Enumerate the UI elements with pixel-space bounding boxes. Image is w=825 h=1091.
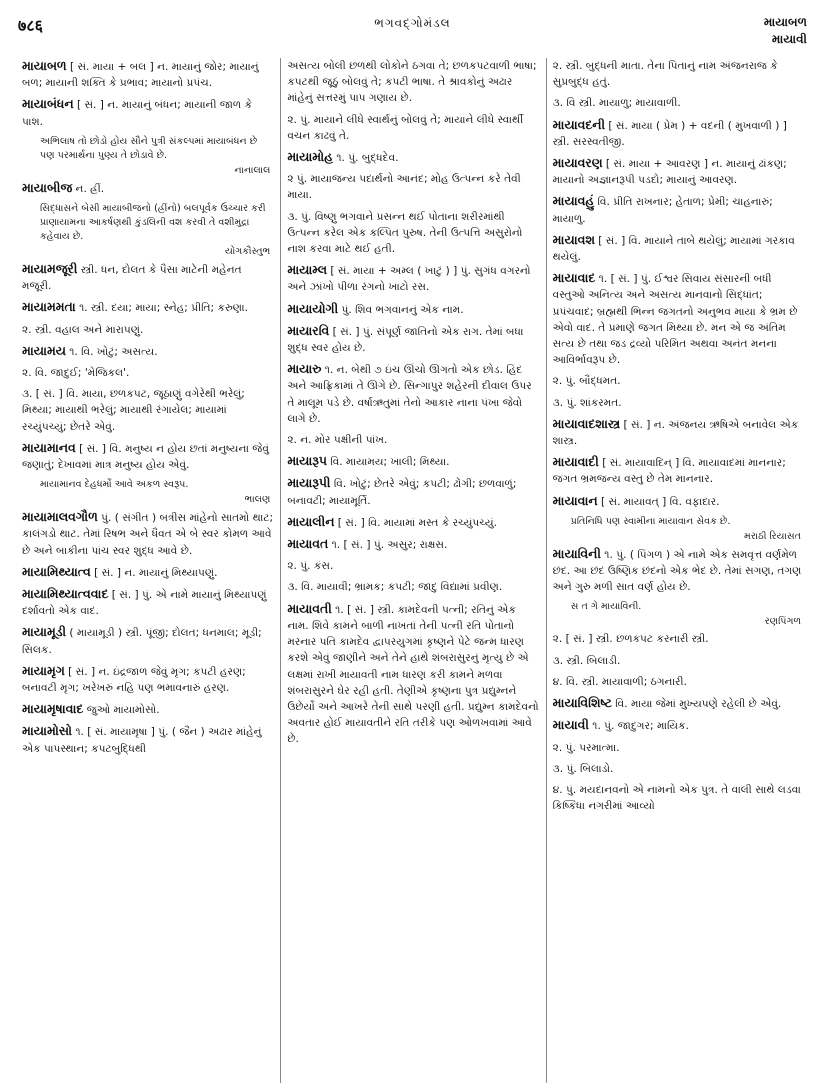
entry-definition: ૨. પું. પરમાત્મા. bbox=[552, 741, 620, 754]
column-2 bbox=[280, 58, 545, 1083]
entry-definition: [ સં. ] ન. માયાનું બંધન; માયાની જાળ કે પાશ. bbox=[22, 99, 253, 128]
entry-definition: પું. શિવ ભગવાનનું એક નામ. bbox=[338, 303, 464, 316]
entry-definition: ૧. વિ. ખોટું; અસત્ય. bbox=[65, 345, 158, 358]
entry-definition: વિ. ખોટું; છેતરે એવું; કપટી; ઢોંગી; છળવાળું; બનાવટી; માયામૂર્તિ. bbox=[287, 478, 517, 507]
entry-headword: માયાબંધન bbox=[22, 96, 74, 112]
entry-definition: [ સં. માયા + આવરણ ] ન. માયાનું ઢાંકણ; માયાનો અજ્ઞાનરૂપી પડદો; માયાનું આવરણ. bbox=[552, 158, 787, 187]
dictionary-entry bbox=[22, 299, 274, 316]
entry-headword: માયામૃષાવાદ bbox=[22, 701, 84, 717]
entry-headword: માયાવાન bbox=[552, 492, 598, 508]
entry-definition: ૩. પું. બિલાડો. bbox=[552, 762, 614, 775]
entry-definition: [ સં. માયાવાદિન્ ] વિ. માયાવાદમાં માનનાર; જગત ભ્રમજન્ય વસ્તુ છે તેમ માનનાર. bbox=[552, 457, 786, 486]
entry-definition: વિ. માયામય; ખાલી; મિથ્યા. bbox=[326, 456, 450, 469]
entry-definition: જુઓ માયામોસો. bbox=[83, 704, 160, 717]
dictionary-entry bbox=[553, 95, 805, 111]
entry-definition: [ સં. ] પું. સંપૂર્ણ જાતિનો એક રાગ. તેમાં બધા શુદ્ધ સ્વર હોય છે. bbox=[287, 325, 524, 355]
entry-headword: માયામ્લ bbox=[287, 262, 327, 278]
dictionary-entry bbox=[287, 301, 539, 318]
entry-definition: ૨. પું. બૌદ્ધમત. bbox=[552, 375, 621, 388]
entry-definition: સ્ત્રી. ધન, દોલત કે પૈસા માટેની મહેનત મજૂરી. bbox=[22, 264, 242, 293]
entry-headword: માયારૂપ bbox=[287, 453, 327, 469]
entry-definition: [ સં. માયા + બલ ] ન. માયાનું જોર; માયાનું બળ; માયાની શક્તિ કે પ્રભાવ; માયાનો પ્રપંચ. bbox=[22, 61, 259, 90]
dictionary-entry bbox=[553, 232, 805, 265]
entry-headword: માયાવદની bbox=[552, 116, 606, 132]
dictionary-entry bbox=[22, 564, 274, 581]
entry-definition: ૧. [ સં. માયામૃષા ] પું. ( જૈન ) અઢાર માંહેનું એક પાપસ્થાન; કપટબુદ્ધિથી bbox=[22, 726, 262, 755]
dictionary-entry bbox=[22, 96, 274, 129]
entry-definition: ( માયામૂડી ) સ્ત્રી. પૂંજી; દોલત; ધનમાલ; મૂડી; સિલક. bbox=[22, 627, 262, 656]
dictionary-entry bbox=[287, 601, 539, 748]
dictionary-entry bbox=[553, 493, 805, 510]
entry-definition: વિ. માયા જેમાં મુખ્યપણે રહેલી છે એવું. bbox=[611, 698, 782, 711]
entry-definition: ન. હ્રીં. bbox=[72, 182, 105, 195]
entry-headword: માયાવાદ bbox=[552, 270, 596, 286]
citation-source: રણપિંગળ bbox=[764, 616, 801, 628]
citation-quote: અભિલાષ તો છોડો હોય સૌને પુત્રી સંકલ્પમાં માયાબંધન છે પણ પરમાર્થના પુણ્ય તે છોડાવે છે. bbox=[40, 135, 258, 161]
entry-definition: ૨. સ્ત્રી. વહાલ અને મારાપણું. bbox=[22, 323, 144, 336]
dictionary-entry bbox=[22, 386, 274, 435]
page-title: ભગવદ્ગોમંડલ bbox=[374, 16, 451, 30]
entry-headword: માયાલીન bbox=[287, 513, 335, 529]
citation-quote: સ ત ગે માયાવિની. bbox=[570, 601, 642, 613]
dictionary-entry bbox=[22, 58, 274, 91]
entry-definition: ૩. વિ. માયાવી; ભ્રામક; કપટી; જાદુ વિદ્યામાં પ્રવીણ. bbox=[287, 581, 503, 594]
entry-headword: માયાવહું bbox=[552, 193, 595, 209]
dictionary-entry bbox=[553, 674, 805, 690]
page-header bbox=[0, 0, 825, 58]
entry-headword: માયામમતા bbox=[22, 299, 76, 315]
page-number: ७८६ bbox=[18, 16, 43, 35]
entry-definition: ૧. સ્ત્રી. દયા; માયા; સ્નેહ; પ્રીતિ; કરુણા. bbox=[75, 302, 248, 315]
entry-definition: ૨. પું. કંસ. bbox=[287, 560, 334, 573]
entry-definition: ૩. પું. વિષ્ણુ ભગવાને પ્રસન્ન થઈ પોતાના શરીરમાંથી ઉત્પન્ન કરેલ એક કલ્પિત પુરુષ. તેની ઉત્પત્તિ અસુરોનો નાશ કરવા માટે થઈ હતી. bbox=[287, 210, 523, 256]
dictionary-entry bbox=[553, 117, 805, 150]
dictionary-entry bbox=[22, 180, 274, 197]
dictionary-entry bbox=[22, 663, 274, 696]
entry-headword: માયાબળ bbox=[22, 58, 67, 73]
dictionary-entry bbox=[287, 453, 539, 470]
entry-definition: ૨. સ્ત્રી. બુદ્ધની માતા. તેના પિતાનું નામ અંજનરાજ કે સુપ્રબુદ્ધ હતું. bbox=[552, 60, 778, 89]
entry-definition: ૧. ન. બેથી ૭ ઇંચ ઊંચો ઊગતો એક છોડ. હિંદ અને આફ્રિકામાં તે ઊગે છે. સિન્ગાપુર શહેરની દીવાલ ઉપર તે માલૂમ પડે છે. વર્ષાઋતુમાં તેનો આકાર નાના પંખા જેવો લાગે છે. bbox=[287, 364, 532, 425]
entry-headword: માયાયોગી bbox=[287, 300, 339, 316]
entry-definition: ૧. [ સં. ] સ્ત્રી. કામદેવની પત્ની; રતિનું એક નામ. શિવે કામને બાળી નાખતાં તેની પત્ની રતિ પોતાનો મરનાર પતિ કામદેવ દ્વાપરયુગમાં કૃષ્ણને પેટે જન્મ ધારણ કરશે એવું જાણીને અને તેને હાથે શંબરાસુરનું મૃત્યુ છે એ લક્ષમાં રાખી માયાવતી નામ ધારણ કરી કામને મળવા શંબરાસુરને ઘેર રહી હતી. તેણીએ કૃષ્ણના પુત્ર પ્રદ્યુમ્નને ઉછેર્યો અને આખરે તેની સાથે પરણી હતી. પ્રદ્યુમ્ન કામદેવનો અવતાર હોઈ માયાવતીને રતિ તરીકે પણ ઓળખવામાં આવે છે. bbox=[287, 603, 539, 746]
entry-headword: માયારૂપી bbox=[287, 475, 331, 491]
citation-quote: સિદ્ધાસને બેસી માયાબીજનો (હ્રીંનો) બલપૂર્વક ઉચ્ચાર કરી પ્રાણાયામના આકર્ષણથી કુંડલિની વશ કરવી તે વશીમુદ્રા કહેવાય છે. bbox=[40, 203, 266, 243]
entry-definition: ૨. ન. મોર પક્ષીની પાંખ. bbox=[287, 434, 388, 447]
entry-headword: માયામૃગ bbox=[22, 662, 65, 678]
dictionary-entry bbox=[287, 262, 539, 295]
dictionary-entry bbox=[287, 58, 539, 107]
entry-headword: માયામાનવ bbox=[22, 439, 76, 455]
entry-headword: માયામોસો bbox=[22, 723, 72, 739]
dictionary-entry bbox=[287, 579, 539, 595]
entry-definition: [ સં. ] વિ. માયાને તાબે થયેલું; માયામાં ગરકાવ થયેલું. bbox=[552, 234, 795, 264]
entry-headword: માયામોહ bbox=[287, 149, 333, 165]
dictionary-entry bbox=[22, 624, 274, 657]
entry-headword: માયાવાદશાસ્ત્ર bbox=[552, 415, 621, 431]
entry-definition: [ સં. ] વિ. માયામાં મસ્ત કે રચ્યુંપચ્યું. bbox=[334, 516, 498, 529]
entry-headword: માયાવશ bbox=[552, 231, 595, 247]
dictionary-entry bbox=[553, 395, 805, 411]
dictionary-entry bbox=[22, 343, 274, 360]
entry-headword: માયામાલવગૌળ bbox=[22, 509, 98, 525]
dictionary-columns bbox=[16, 58, 811, 1083]
entry-definition: ૨. [ સં. ] સ્ત્રી. છળકપટ કરનારી સ્ત્રી. bbox=[552, 633, 709, 646]
dictionary-entry bbox=[553, 58, 805, 90]
entry-headword: માયામય bbox=[22, 342, 66, 358]
entry-definition: ૧. પું. ( પિંગળ ) એ નામે એક સમવૃત્ત વર્ણમેળ છંદ. આ છંદ ઉષ્ણિક છંદનો એક ભેદ છે. તેમાં સગણ, તગણ અને ગુરુ મળી સાત વર્ણ હોય છે. bbox=[552, 548, 802, 594]
entry-headword: માયારવિ bbox=[287, 322, 330, 338]
guide-word-bottom: માયાવી bbox=[771, 32, 807, 46]
entry-definition: ૩. વિ સ્ત્રી. માયાળુ; માયાવાળી. bbox=[552, 97, 681, 110]
entry-definition: ૨. વિ. જાદુઈ; 'મેજિકલ'. bbox=[22, 367, 130, 380]
dictionary-entry bbox=[22, 723, 274, 756]
dictionary-entry bbox=[553, 782, 805, 814]
entry-definition: [ સં. ] ન. માયાનું મિથ્યાપણું. bbox=[90, 566, 218, 579]
guide-word-top: માયાબળ bbox=[763, 15, 807, 29]
entry-definition: ૩. સ્ત્રી. બિલાડી. bbox=[552, 654, 621, 667]
citation-quote: માયામાનવ દેહધર્મો આવે અકળ સ્વરૂપ. bbox=[40, 479, 189, 491]
citation-source: નાનાલાલ bbox=[234, 164, 271, 176]
dictionary-entry bbox=[287, 361, 539, 427]
citation-source: ભાલણ bbox=[244, 494, 271, 506]
entry-definition: [ સં. ] વિ. મનુષ્ય ન હોય છતાં મનુષ્યના જેવું જણાતું; દેખાવમાં માત્ર મનુષ્ય હોય એવું. bbox=[22, 442, 269, 472]
entry-headword: માયાબીજ bbox=[22, 179, 73, 195]
entry-definition: [ સં. માયા + અમ્લ ( ખાટું ) ] પું. સુગંધ વગરનો અને ઝાંખો પીળા રંગનો ખાટો રસ. bbox=[287, 265, 531, 294]
entry-headword: માયાવરણ bbox=[552, 155, 603, 171]
entry-definition: ૧. પું. જાદુગર; માયિક. bbox=[588, 720, 689, 733]
entry-definition: [ સં. ] ન. ઇંદ્રજાળ જેવું મૃગ; કપટી હરણ; બનાવટી મૃગ; ખરેખરું નહિ પણ ભમાવનારું હરણ. bbox=[22, 665, 246, 695]
entry-definition: ૪. પું. મયદાનવનો એ નામનો એક પુત્ર. તે વાલી સાથે લડવા કિષ્કિંધા નગરીમાં આવ્યો bbox=[552, 783, 801, 813]
dictionary-entry bbox=[287, 536, 539, 553]
entry-headword: માયામજૂરી bbox=[22, 261, 78, 277]
dictionary-entry bbox=[553, 717, 805, 734]
entry-definition: [ સં. ] પું. એ નામે માયાનું મિથ્યાપણું દર્શાવતો એક વાદ. bbox=[22, 589, 267, 618]
dictionary-entry bbox=[287, 149, 539, 166]
entry-headword: માયાવત bbox=[287, 536, 329, 552]
dictionary-entry bbox=[553, 761, 805, 777]
entry-definition: ૩. પું. શાંકરમત. bbox=[552, 396, 622, 409]
entry-definition: ૨. પું. માયાને લીધે સ્વાર્થનું બોલવું તે; માયાને લીધે સ્વાર્થી વચન કાઢવું તે. bbox=[287, 113, 524, 142]
entry-definition: ૪. વિ. સ્ત્રી. માયાવાળી; ઠગનારી. bbox=[552, 675, 687, 688]
entry-definition: અસત્ય બોલી છળથી લોકોને ઠગવા તે; છળકપટવાળી ભાષા; કપટથી જૂઠું બોલવું તે; કપટી ભાષા. તે શ્રાવકોનું અઢાર માંહેનું સત્તરમું પાપ ગણાય છે. bbox=[287, 60, 537, 105]
entry-definition: [ સં. માયાવત્ ] વિ. વફાદાર. bbox=[597, 495, 720, 508]
dictionary-entry bbox=[553, 193, 805, 226]
entry-definition: [ સં. માયા ( પ્રેમ ) + વદની ( મુખવાળી ) ] સ્ત્રી. સરસ્વતીજી. bbox=[552, 119, 787, 148]
dictionary-entry bbox=[553, 653, 805, 669]
entry-definition: [ સં. ] ન. અંજનય ઋષિએ બનાવેલ એક શાસ્ત્ર. bbox=[552, 418, 799, 448]
entry-headword: માયારુ bbox=[287, 361, 322, 377]
entry-definition: વિ. પ્રીતિ રાખનાર; હેતાળ; પ્રેમી; ચાહનારું; માયાળુ. bbox=[552, 196, 773, 225]
dictionary-entry bbox=[553, 546, 805, 596]
entry-definition: ૧. [ સં. ] પું. ઈશ્વર સિવાય સંસારની બધી વસ્તુઓ અનિત્ય અને અસત્ય માનવાનો સિદ્ધાંત; પ્રપંચવાદ; બ્રહ્મથી ભિન્ન જગતનો અનુભવ માયા કે ભ્રમ છે એવો વાદ. તે પ્રમાણે જગત મિથ્યા છે. મન એ જ અંતિમ સત્ય છે તથા જડ દ્રવ્યો પરિમિત અથવા અનંત મનના આવિર્ભાવરૂપ છે. bbox=[552, 273, 798, 367]
dictionary-entry bbox=[22, 261, 274, 294]
dictionary-entry bbox=[287, 112, 539, 144]
dictionary-entry bbox=[287, 209, 539, 258]
column-1 bbox=[16, 58, 280, 1083]
dictionary-entry bbox=[287, 432, 539, 448]
dictionary-entry bbox=[22, 701, 274, 718]
dictionary-entry bbox=[553, 373, 805, 389]
entry-definition: ૧. પું. બુદ્ધદેવ. bbox=[332, 152, 399, 165]
dictionary-entry bbox=[287, 171, 539, 203]
entry-headword: માયામિથ્યાત્વવાદ bbox=[22, 586, 109, 602]
column-3 bbox=[546, 58, 811, 1083]
entry-headword: માયામિથ્યાત્વ bbox=[22, 563, 91, 579]
entry-definition: ૩. [ સં. ] વિ. માયા, છળકપટ, જૂઠાણું વગેરેથી ભરેલું; મિથ્યા; માયાથી ભરેલું; માયાથી રંગાયેલ; માયામાં રચ્યુંપચ્યું; છેતરે એવું. bbox=[22, 388, 245, 433]
entry-headword: માયામૂડી bbox=[22, 624, 67, 640]
guide-words bbox=[764, 14, 807, 48]
dictionary-entry bbox=[553, 416, 805, 449]
entry-headword: માયાવિની bbox=[552, 545, 601, 561]
citation-source: યોગકૌસ્તુભ bbox=[225, 246, 271, 258]
entry-definition: ૨ પું. માયાજન્ય પદાર્થનો આનંદ; મોહ ઉત્પન્ન કરે તેવી માયા. bbox=[287, 173, 521, 202]
dictionary-entry bbox=[287, 323, 539, 356]
dictionary-entry bbox=[553, 695, 805, 712]
dictionary-entry bbox=[22, 322, 274, 338]
entry-headword: માયાવિશિષ્ટ bbox=[552, 695, 612, 711]
citation-quote: પ્રતિનિધિ પણ સ્વામીના માયાવાન સેવક છે. bbox=[570, 515, 731, 527]
dictionary-entry bbox=[553, 454, 805, 487]
entry-headword: માયાવી bbox=[552, 717, 589, 733]
citation-source: મરાઠી રિયાસત bbox=[744, 530, 801, 542]
entry-headword: માયાવાદી bbox=[552, 454, 599, 470]
dictionary-entry bbox=[287, 514, 539, 531]
dictionary-entry bbox=[22, 509, 274, 559]
dictionary-entry bbox=[287, 558, 539, 574]
dictionary-entry bbox=[22, 586, 274, 619]
dictionary-entry bbox=[553, 270, 805, 368]
entry-headword: માયાવતી bbox=[287, 600, 332, 616]
dictionary-entry bbox=[22, 440, 274, 473]
dictionary-entry bbox=[553, 740, 805, 756]
entry-definition: ૧. [ સં. ] પું. અસુર; રાક્ષસ. bbox=[328, 539, 448, 552]
dictionary-entry bbox=[553, 155, 805, 188]
dictionary-entry bbox=[22, 365, 274, 381]
dictionary-entry bbox=[553, 631, 805, 647]
entry-definition: પું. ( સંગીત ) બત્રીસ માંહેનો સાતમો થાટ; કાલંગડો થાટ. તેમાં રિષભ અને ધૈવત એ બે સ્વર કોમળ આવે છે અને બાકીના પાંચ સ્વર શુદ્ધ આવે છે. bbox=[22, 512, 274, 557]
dictionary-entry bbox=[287, 475, 539, 508]
